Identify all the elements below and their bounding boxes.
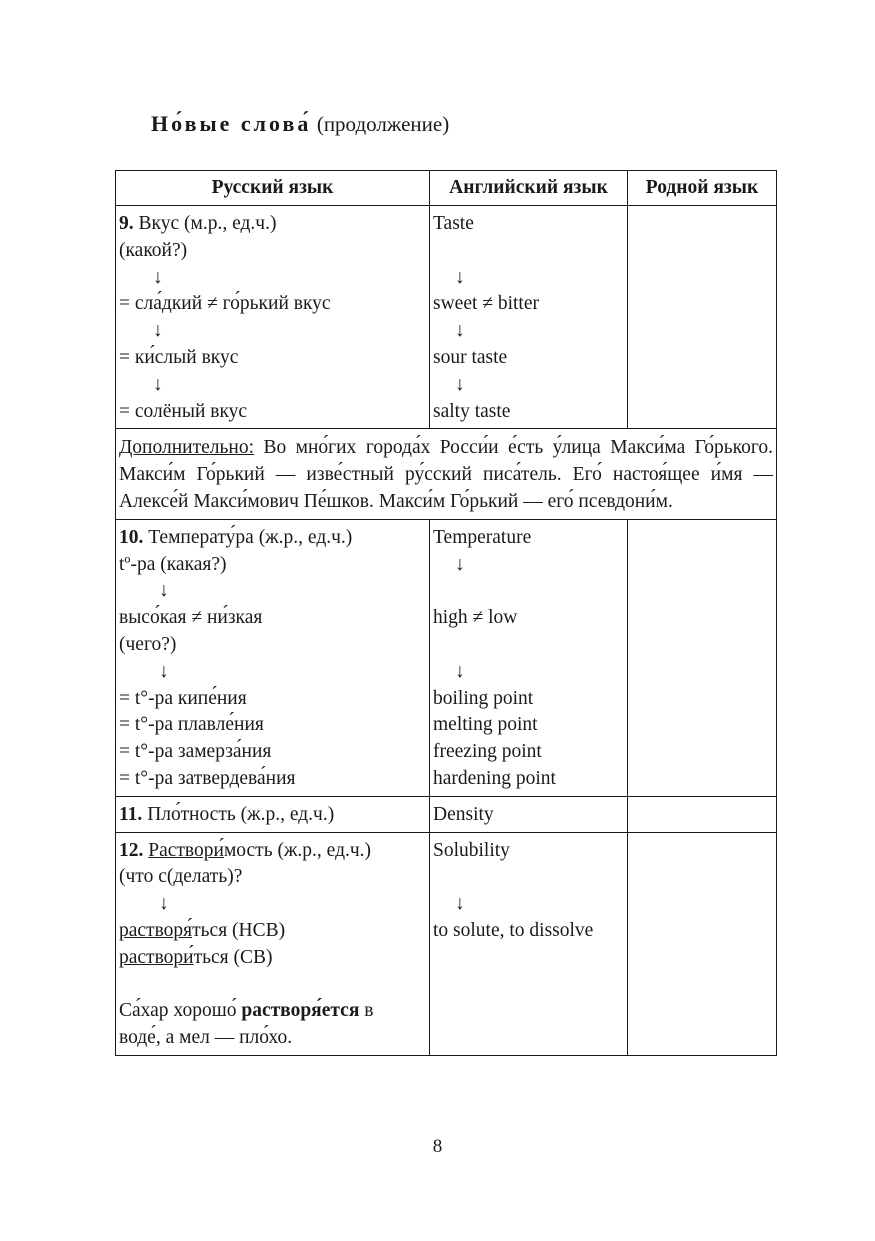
line: [119, 998, 426, 1025]
line: (какой?): [119, 239, 188, 261]
line: Taste: [433, 213, 474, 234]
page-number: 8: [432, 1136, 443, 1157]
line: [433, 578, 624, 605]
line: (чего?): [119, 633, 177, 655]
entry-number: 10.: [119, 526, 144, 548]
line: to solute, to dissolve: [433, 919, 594, 941]
line: salty taste: [433, 400, 511, 422]
line: freezing point: [433, 741, 542, 763]
down-arrow-icon: ↓: [159, 893, 169, 915]
line: = t°-ра замерза́ния: [119, 741, 272, 763]
down-arrow-icon: ↓: [455, 893, 465, 915]
text: мость (ж.р., ед.ч.): [223, 839, 372, 861]
cell-ru-9: [116, 206, 430, 429]
table-row-note: [116, 429, 777, 519]
line: [433, 632, 624, 659]
down-arrow-icon: ↓: [153, 266, 163, 288]
table-row-entry-12: [116, 832, 777, 1055]
line: = t°-ра плавле́ния: [119, 714, 264, 736]
cell-native-11: [628, 796, 777, 832]
table-row-entry-9: [116, 206, 777, 429]
table-row-entry-11: [116, 796, 777, 832]
note-label: Дополнительно:: [119, 437, 254, 459]
page-heading: [151, 109, 449, 139]
cell-ru-12: [116, 832, 430, 1055]
entry-number: 12.: [119, 839, 144, 861]
text: в: [359, 1000, 374, 1022]
down-arrow-icon: ↓: [455, 660, 465, 682]
table-row-entry-10: [116, 519, 777, 796]
line: воде́, а мел — пло́хо.: [119, 1027, 293, 1049]
down-arrow-icon: ↓: [455, 553, 465, 575]
down-arrow-icon: ↓: [153, 373, 163, 395]
heading-subtitle: (продолжение): [316, 112, 450, 136]
line: [119, 211, 426, 238]
blank-line: [119, 972, 426, 999]
line: [119, 945, 426, 972]
text: Температу́ра (ж.р., ед.ч.): [148, 526, 353, 548]
line: = t°-ра затвердева́ния: [119, 767, 296, 789]
underlined-stem: растворя́: [119, 919, 193, 941]
line: tº-ра (какая?): [119, 553, 227, 575]
cell-native-12: [628, 832, 777, 1055]
down-arrow-icon: ↓: [455, 320, 465, 342]
text: ться (НСВ): [192, 919, 286, 941]
line: высо́кая ≠ ни́зкая: [119, 607, 263, 629]
down-arrow-icon: ↓: [159, 580, 169, 602]
line: hardening point: [433, 767, 556, 789]
line: [119, 525, 426, 552]
cell-ru-10: [116, 519, 430, 796]
cell-en-11: [430, 796, 628, 832]
line: sweet ≠ bitter: [433, 293, 540, 315]
line: Temperature: [433, 526, 532, 548]
line: [433, 238, 624, 265]
vocabulary-table: [115, 170, 777, 1056]
note-text: Во мно́гих города́х Росси́и е́сть у́лица Макси́ма Го́рького. Макси́м Го́рький — изве́стный ру́сский писа́тель. Его́ настоя́щее и́мя — Алексе́й Макси́мович Пе́шков. Макси́м Го́рький — его́ псевдони́м.: [119, 437, 773, 512]
underlined-stem: раствори́: [119, 946, 194, 968]
cell-en-10: [430, 519, 628, 796]
text: Вкус (м.р., ед.ч.): [138, 213, 277, 234]
line: melting point: [433, 714, 538, 736]
down-arrow-icon: ↓: [455, 266, 465, 288]
line: (что с(делать)?: [119, 866, 243, 888]
line: = ки́слый вкус: [119, 346, 239, 368]
cell-native-9: [628, 206, 777, 429]
entry-number: 9.: [119, 213, 134, 234]
table-header-row: [116, 171, 777, 206]
header-native: Родной язык: [628, 171, 777, 206]
line: sour taste: [433, 346, 508, 368]
header-english: Английский язык: [430, 171, 628, 206]
header-russian: Русский язык: [116, 171, 430, 206]
bold-word: растворя́ется: [241, 1000, 360, 1022]
cell-en-12: [430, 832, 628, 1055]
entry-number: 11.: [119, 803, 143, 825]
heading-bold: Но́вые слова́: [151, 111, 312, 136]
line: Density: [433, 803, 494, 825]
line: [433, 864, 624, 891]
line: [119, 918, 426, 945]
underlined-stem: Раствори́: [148, 839, 224, 861]
line: boiling point: [433, 687, 534, 709]
cell-en-9: [430, 206, 628, 429]
line: = солёный вкус: [119, 400, 248, 422]
text: Са́хар хорошо́: [119, 1000, 242, 1022]
line: = t°-ра кипе́ния: [119, 687, 247, 709]
text: Пло́тность (ж.р., ед.ч.): [147, 803, 335, 825]
down-arrow-icon: ↓: [159, 660, 169, 682]
line: [119, 838, 426, 865]
line: Solubility: [433, 839, 510, 861]
text: ться (СВ): [193, 946, 273, 968]
down-arrow-icon: ↓: [153, 320, 163, 342]
down-arrow-icon: ↓: [455, 373, 465, 395]
note-cell: [116, 429, 777, 519]
line: = сла́дкий ≠ го́рький вкус: [119, 293, 331, 315]
line: [119, 802, 426, 829]
line: high ≠ low: [433, 607, 518, 629]
cell-native-10: [628, 519, 777, 796]
cell-ru-11: [116, 796, 430, 832]
